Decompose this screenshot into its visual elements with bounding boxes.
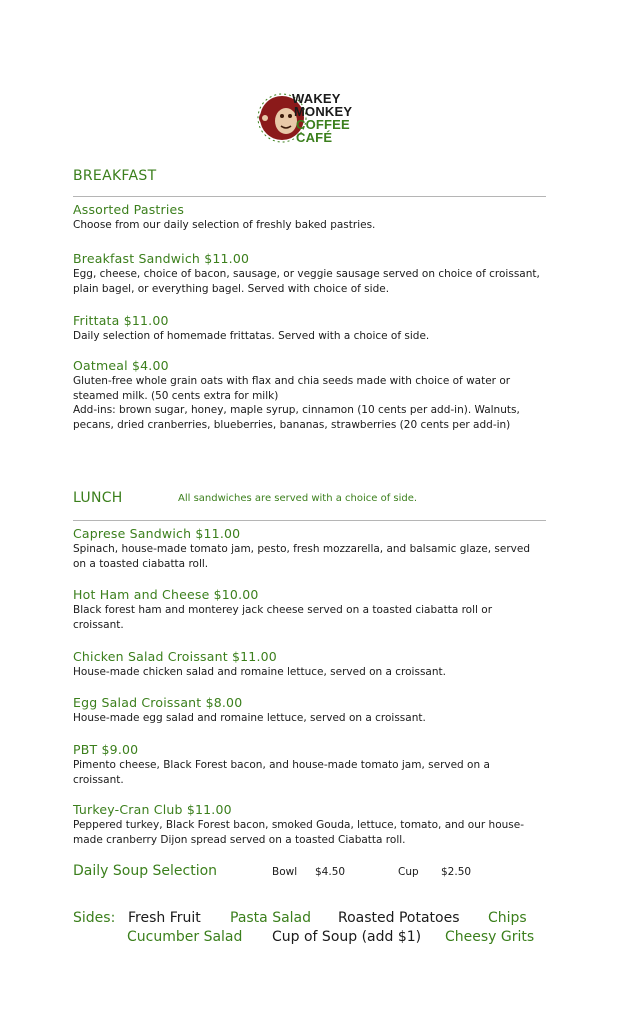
menu-item-hot-ham-and-cheese [73,587,543,632]
item-description: Gluten-free whole grain oats with flax and chia seeds made with choice of water or steamed milk. (50 cents extra for milk) [73,375,511,402]
sides-label: Sides: [73,910,116,926]
breakfast-divider [73,196,546,197]
cup-price: $2.50 [441,866,472,878]
item-description: House-made egg salad and romaine lettuce, served on a croissant. [73,712,426,724]
item-title: Frittata $11.00 [73,313,169,328]
item-description: Peppered turkey, Black Forest bacon, smoked Gouda, lettuce, tomato, and our house-made cranberry Dijon spread served on a toasted Ciabatta roll. [73,819,524,846]
side-item: Cheesy Grits [445,929,535,945]
menu-item-caprese-sandwich [73,526,543,571]
menu-item-assorted-pastries [73,202,543,233]
logo-wordmark [292,92,352,144]
soup-row [73,863,543,881]
logo-line-monkey: MONKEY [294,104,353,119]
breakfast-heading: BREAKFAST [73,168,157,184]
side-item: Roasted Potatoes [338,910,460,926]
item-description: House-made chicken salad and romaine lettuce, served on a croissant. [73,666,446,678]
bowl-price: $4.50 [315,866,346,878]
logo-line-wakey: WAKEY [292,91,341,106]
menu-item-oatmeal [73,358,543,432]
menu-item-turkey-cran-club [73,802,543,847]
sides-list [73,909,553,947]
side-item: Fresh Fruit [128,910,201,926]
item-description: Pimento cheese, Black Forest bacon, and house-made tomato jam, served on a croissant. [73,759,490,786]
menu-item-egg-salad-croissant [73,695,543,726]
item-description: Spinach, house-made tomato jam, pesto, fresh mozzarella, and balsamic glaze, served on a toasted ciabatta roll. [73,543,530,570]
item-description: Egg, cheese, choice of bacon, sausage, or veggie sausage served on choice of croissant, plain bagel, or everything bagel. Served with choice of side. [73,268,540,295]
item-title: Breakfast Sandwich $11.00 [73,251,250,266]
item-title: Chicken Salad Croissant $11.00 [73,649,277,664]
item-description: Black forest ham and monterey jack cheese served on a toasted ciabatta roll or croissant. [73,604,493,631]
menu-item-chicken-salad-croissant [73,649,543,680]
item-addins-more: pecans, dried cranberries, blueberries, bananas, strawberries (20 cents per add-in) [73,418,511,431]
lunch-note: All sandwiches are served with a choice of side. [178,493,418,504]
item-title: Assorted Pastries [73,202,185,217]
bowl-label: Bowl [272,866,298,878]
item-description: Daily selection of homemade frittatas. Served with a choice of side. [73,330,430,342]
side-item: Cucumber Salad [127,929,243,945]
item-title: Oatmeal $4.00 [73,358,169,373]
item-addins: Add-ins: brown sugar, honey, maple syrup, cinnamon (10 cents per add-in). Walnuts, [73,404,520,416]
soup-title: Daily Soup Selection [73,863,218,879]
item-title: Turkey-Cran Club $11.00 [73,802,232,817]
item-description: Choose from our daily selection of freshly baked pastries. [73,219,376,231]
logo-line-cafe: CAFÉ [296,130,333,145]
lunch-divider [73,520,546,521]
menu-item-breakfast-sandwich [73,251,543,296]
item-title: PBT $9.00 [73,742,139,757]
lunch-heading: LUNCH [73,490,123,506]
item-title: Hot Ham and Cheese $10.00 [73,587,259,602]
menu-item-pbt [73,742,543,787]
item-title: Caprese Sandwich $11.00 [73,526,241,541]
side-item: Cup of Soup (add $1) [272,929,422,945]
side-item: Pasta Salad [230,910,312,926]
side-item: Chips [488,910,527,926]
logo-line-coffee: COFFEE [296,117,350,132]
menu-item-frittata [73,313,543,344]
item-title: Egg Salad Croissant $8.00 [73,695,243,710]
cup-label: Cup [398,866,419,878]
